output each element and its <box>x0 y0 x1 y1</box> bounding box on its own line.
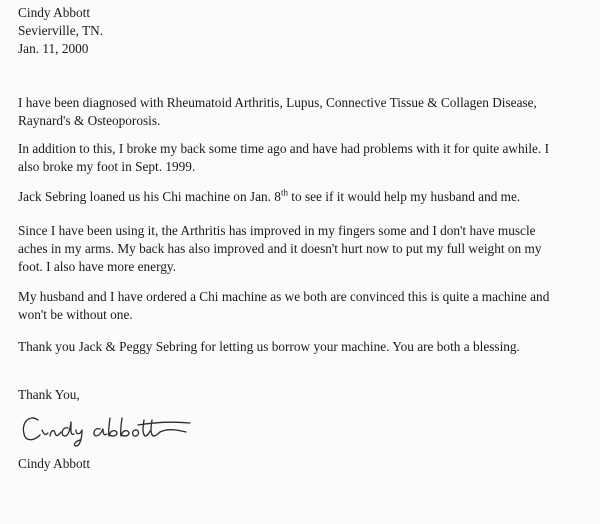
paragraph-line: My husband and I have ordered a Chi machine as we both are convinced this is quite a machine and <box>18 289 550 304</box>
paragraph-thanks <box>18 338 520 356</box>
paragraph-loan <box>18 188 520 206</box>
paragraph-line: Since I have been using it, the Arthritis has improved in my fingers some and I don't have muscle <box>18 223 536 238</box>
paragraph-injuries <box>18 140 549 176</box>
paragraph-text: Jack Sebring loaned us his Chi machine on Jan. 8 <box>18 189 281 204</box>
printed-name: Cindy Abbott <box>18 456 91 471</box>
paragraph-line: In addition to this, I broke my back some time ago and have had problems with it for quite awhile. I <box>18 141 550 156</box>
sender-city: Sevierville, TN. <box>18 23 104 38</box>
closing-salutation: Thank You, <box>18 387 80 402</box>
paragraph-line: foot. I also have more energy. <box>18 259 177 274</box>
paragraph-diagnosis <box>18 94 537 130</box>
letter-date: Jan. 11, 2000 <box>18 41 89 56</box>
paragraph-line: Thank you Jack & Peggy Sebring for letting us borrow your machine. You are both a blessing. <box>18 339 520 354</box>
paragraph-line: Raynard's & Osteoporosis. <box>18 113 161 128</box>
paragraph-text: to see if it would help my husband and me. <box>287 189 521 204</box>
paragraph-line: aches in my arms. My back has also improved and it doesn't hurt now to put my full weight on my <box>18 241 542 256</box>
handwritten-signature <box>18 408 208 448</box>
paragraph-line: I have been diagnosed with Rheumatoid Arthritis, Lupus, Connective Tissue & Collagen Disease, <box>18 95 537 110</box>
paragraph-purchase <box>18 288 549 324</box>
ordinal-suffix: th <box>280 187 288 198</box>
sender-name: Cindy Abbott <box>18 5 91 20</box>
sender-block <box>18 4 103 58</box>
paragraph-line: won't be without one. <box>18 307 133 322</box>
paragraph-improvement <box>18 222 541 276</box>
paragraph-line: also broke my foot in Sept. 1999. <box>18 159 196 174</box>
